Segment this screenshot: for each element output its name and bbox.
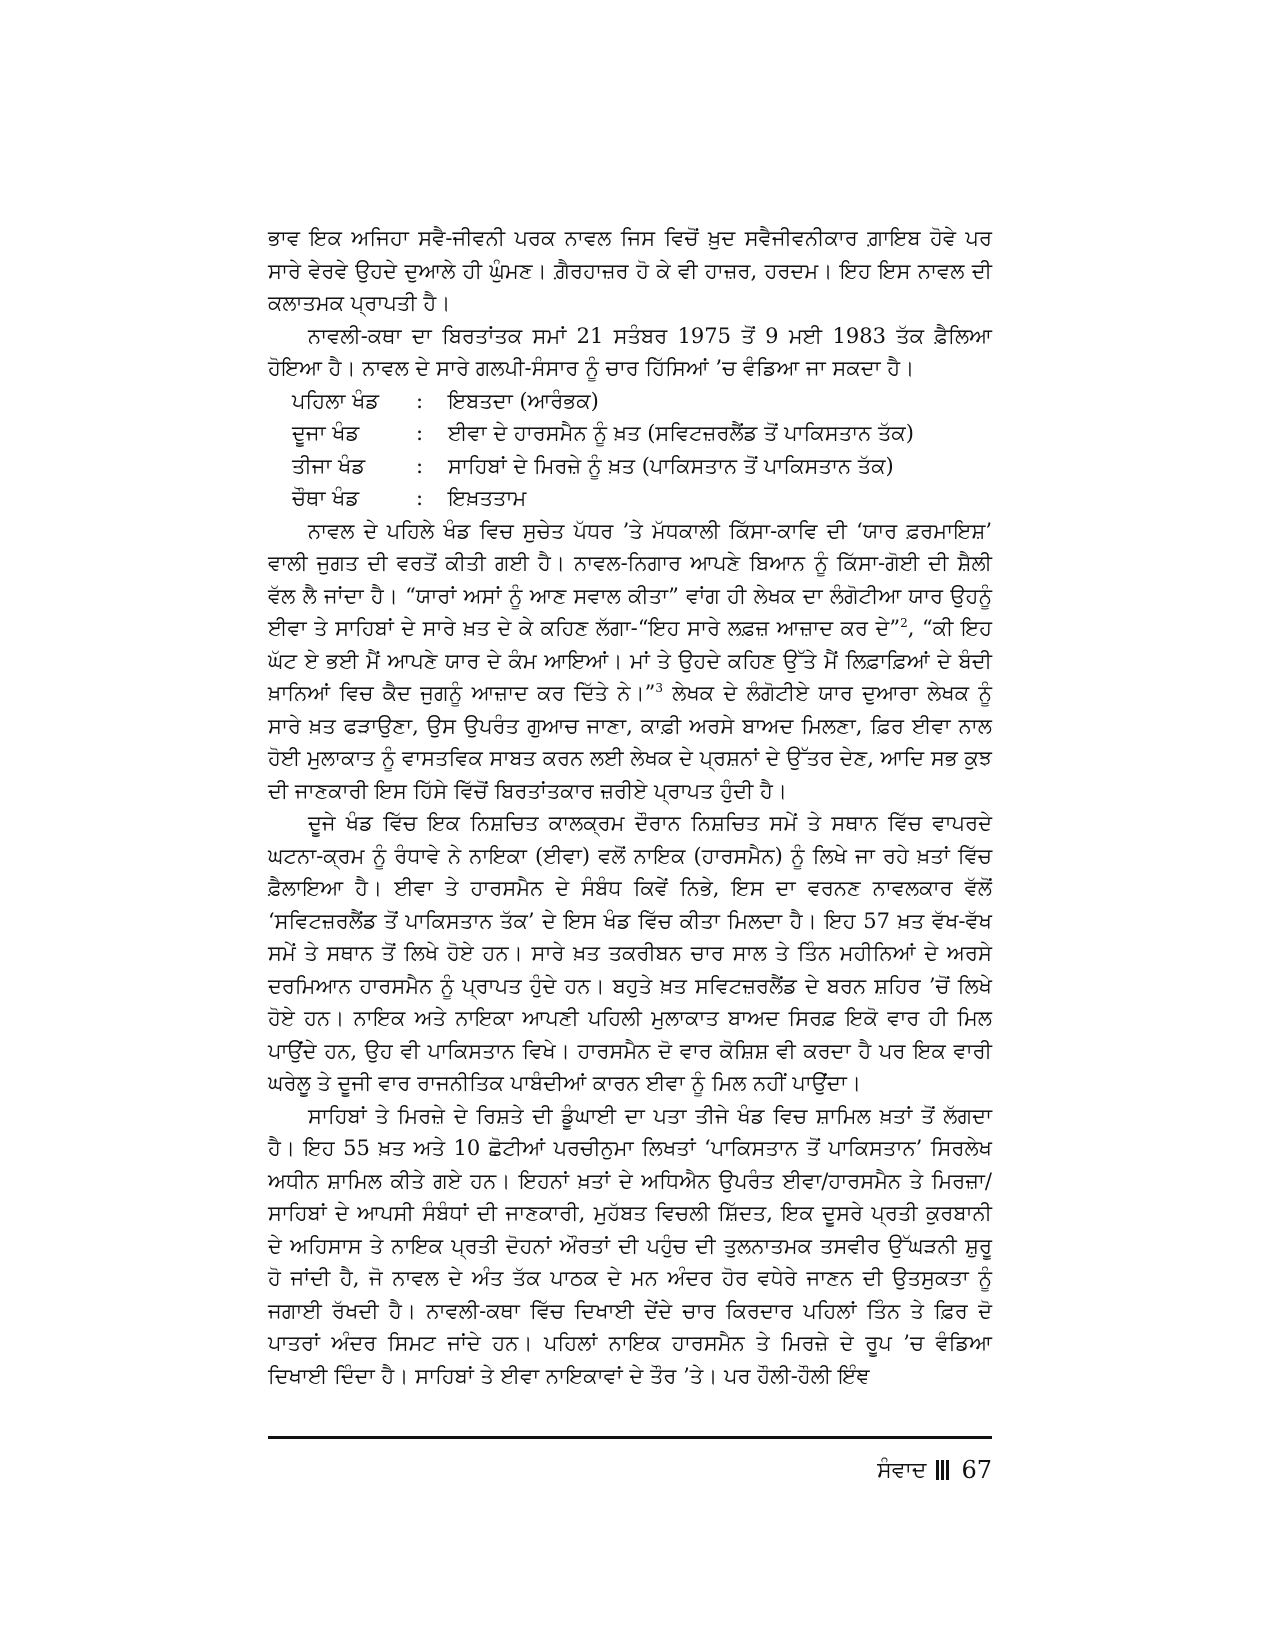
paragraph-3-part-a: ਨਾਵਲ ਦੇ ਪਹਿਲੇ ਖੰਡ ਵਿਚ ਸੁਚੇਤ ਪੱਧਰ ’ਤੇ ਮੱਧਕਾਲੀ ਕਿੱਸਾ-ਕਾਵਿ ਦੀ ‘ਯਾਰ ਫ਼ਰਮਾਇਸ਼’ ਵਾਲੀ ਜੁਗਤ ਦੀ ਵਰਤੋਂ ਕੀਤੀ ਗਈ ਹੈ। ਨਾਵਲ-ਨਿਗਾਰ ਆਪਣੇ ਬਿਆਨ ਨੂੰ ਕਿੱਸਾ-ਗੋਈ ਦੀ ਸ਼ੈਲੀ ਵੱਲ ਲੈ ਜਾਂਦਾ ਹੈ। “ਯਾਰਾਂ ਅਸਾਂ ਨੂੰ ਆਣ ਸਵਾਲ ਕੀਤਾ” ਵਾਂਗ ਹੀ ਲੇਖਕ ਦਾ ਲੰਗੋਟੀਆ ਯਾਰ ਉਹਨੂੰ ਈਵਾ ਤੇ ਸਾਹਿਬਾਂ ਦੇ ਸਾਰੇ ਖ਼ਤ ਦੇ ਕੇ ਕਹਿਣ ਲੱਗਾ-“ਇਹ ਸਾਰੇ ਲਫ਼ਜ਼ ਆਜ਼ਾਦ ਕਰ ਦੇ” (268, 518, 992, 640)
footnote-ref-3: 3 (655, 681, 663, 695)
page-footer (877, 1456, 992, 1484)
section-row (268, 385, 992, 418)
journal-name: ਸੰਵਾਦ (877, 1457, 927, 1483)
paragraph-2: ਨਾਵਲੀ-ਕਥਾ ਦਾ ਬਿਰਤਾਂਤਕ ਸਮਾਂ 21 ਸਤੰਬਰ 1975 ਤੋਂ 9 ਮਈ 1983 ਤੱਕ ਫ਼ੈਲਿਆ ਹੋਇਆ ਹੈ। ਨਾਵਲ ਦੇ ਸਾਰੇ ਗਲਪੀ-ਸੰਸਾਰ ਨੂੰ ਚਾਰ ਹਿੱਸਿਆਂ ’ਚ ਵੰਡਿਆ ਜਾ ਸਕਦਾ ਹੈ। (268, 323, 992, 380)
page-number: 67 (961, 1456, 992, 1484)
paragraph-3-part-c: ਲੇਖਕ ਦੇ ਲੰਗੋਟੀਏ ਯਾਰ ਦੁਆਰਾ ਲੇਖਕ ਨੂੰ ਸਾਰੇ ਖ਼ਤ ਫੜਾਉਣਾ, ਉਸ ਉਪਰੰਤ ਗੁਆਚ ਜਾਣਾ, ਕਾਫ਼ੀ ਅਰਸੇ ਬਾਅਦ ਮਿਲਣਾ, ਫ਼ਿਰ ਈਵਾ ਨਾਲ ਹੋਈ ਮੁਲਾਕਾਤ ਨੂੰ ਵਾਸਤਵਿਕ ਸਾਬਤ ਕਰਨ ਲਈ ਲੇਖਕ ਦੇ ਪ੍ਰਸ਼ਨਾਂ ਦੇ ਉੱਤਰ ਦੇਣ, ਆਦਿ ਸਭ ਕੁਝ ਦੀ ਜਾਣਕਾਰੀ ਇਸ ਹਿੱਸੇ ਵਿੱਚੋਂ ਬਿਰਤਾਂਤਕਾਰ ਜ਼ਰੀਏ ਪ੍ਰਾਪਤ ਹੁੰਦੀ ਹੈ। (268, 681, 993, 803)
section-description: ਈਵਾ ਦੇ ਹਾਰਸਮੈਨ ਨੂੰ ਖ਼ਤ (ਸਵਿਟਜ਼ਰਲੈਂਡ ਤੋਂ ਪਾਕਿਸਤਾਨ ਤੱਕ) (448, 421, 914, 445)
section-colon: : (416, 486, 424, 510)
section-row (268, 482, 992, 515)
paragraph-3-part-b: , “ਕੀ ਇਹ ਘੱਟ ਏ ਭਈ ਮੈਂ ਆਪਣੇ ਯਾਰ ਦੇ ਕੰਮ ਆਇਆਂ। ਮਾਂ ਤੇ ਉਹਦੇ ਕਹਿਣ ਉੱਤੇ ਮੈਂ ਲਿਫ਼ਾਫ਼ਿਆਂ ਦੇ ਬੰਦੀ ਖ਼ਾਨਿਆਂ ਵਿਚ ਕੈਦ ਜੁਗਨੂੰ ਆਜ਼ਾਦ ਕਰ ਦਿੱਤੇ ਨੇ।” (268, 616, 992, 705)
section-description: ਇਬਤਦਾ (ਆਰੰਭਕ) (448, 388, 599, 413)
section-colon: : (416, 388, 424, 413)
page-body (268, 222, 992, 1392)
section-description: ਇਖ਼ਤਤਾਮ (448, 486, 527, 510)
section-colon: : (416, 421, 424, 445)
paragraph-1: ਭਾਵ ਇਕ ਅਜਿਹਾ ਸਵੈ-ਜੀਵਨੀ ਪਰਕ ਨਾਵਲ ਜਿਸ ਵਿਚੋਂ ਖ਼ੁਦ ਸਵੈਜੀਵਨੀਕਾਰ ਗ਼ਾਇਬ ਹੋਵੇ ਪਰ ਸਾਰੇ ਵੇਰਵੇ ਉਹਦੇ ਦੁਆਲੇ ਹੀ ਘੁੰਮਣ। ਗ਼ੈਰਹਾਜ਼ਰ ਹੋ ਕੇ ਵੀ ਹਾਜ਼ਰ, ਹਰਦਮ। ਇਹ ਇਸ ਨਾਵਲ ਦੀ ਕਲਾਤਮਕ ਪ੍ਰਾਪਤੀ ਹੈ। (268, 226, 992, 315)
paragraph-4: ਦੂਜੇ ਖੰਡ ਵਿੱਚ ਇਕ ਨਿਸ਼ਚਿਤ ਕਾਲਕ੍ਰਮ ਦੌਰਾਨ ਨਿਸ਼ਚਿਤ ਸਮੇਂ ਤੇ ਸਥਾਨ ਵਿੱਚ ਵਾਪਰਦੇ ਘਟਨਾ-ਕ੍ਰਮ ਨੂੰ ਰੰਧਾਵੇ ਨੇ ਨਾਇਕਾ (ਈਵਾ) ਵਲੋਂ ਨਾਇਕ (ਹਾਰਸਮੈਨ) ਨੂੰ ਲਿਖੇ ਜਾ ਰਹੇ ਖ਼ਤਾਂ ਵਿੱਚ ਫ਼ੈਲਾਇਆ ਹੈ। ਈਵਾ ਤੇ ਹਾਰਸਮੈਨ ਦੇ ਸੰਬੰਧ ਕਿਵੇਂ ਨਿਭੇ, ਇਸ ਦਾ ਵਰਨਣ ਨਾਵਲਕਾਰ ਵੱਲੋਂ ‘ਸਵਿਟਜ਼ਰਲੈਂਡ ਤੋਂ ਪਾਕਿਸਤਾਨ ਤੱਕ’ ਦੇ ਇਸ ਖੰਡ ਵਿੱਚ ਕੀਤਾ ਮਿਲਦਾ ਹੈ। ਇਹ 57 ਖ਼ਤ ਵੱਖ-ਵੱਖ ਸਮੇਂ ਤੇ ਸਥਾਨ ਤੋਂ ਲਿਖੇ ਹੋਏ ਹਨ। ਸਾਰੇ ਖ਼ਤ ਤਕਰੀਬਨ ਚਾਰ ਸਾਲ ਤੇ ਤਿੰਨ ਮਹੀਨਿਆਂ ਦੇ ਅਰਸੇ ਦਰਮਿਆਨ ਹਾਰਸਮੈਨ ਨੂੰ ਪ੍ਰਾਪਤ ਹੁੰਦੇ ਹਨ। ਬਹੁਤੇ ਖ਼ਤ ਸਵਿਟਜ਼ਰਲੈਂਡ ਦੇ ਬਰਨ ਸ਼ਹਿਰ ’ਚੋਂ ਲਿਖੇ ਹੋਏ ਹਨ। ਨਾਇਕ ਅਤੇ ਨਾਇਕਾ ਆਪਣੀ ਪਹਿਲੀ ਮੁਲਾਕਾਤ ਬਾਅਦ ਸਿਰਫ਼ ਇਕੋ ਵਾਰ ਹੀ ਮਿਲ ਪਾਉਂਦੇ ਹਨ, ਉਹ ਵੀ ਪਾਕਿਸਤਾਨ ਵਿਖੇ। ਹਾਰਸਮੈਨ ਦੋ ਵਾਰ ਕੋਸ਼ਿਸ਼ ਵੀ ਕਰਦਾ ਹੈ ਪਰ ਇਕ ਵਾਰੀ ਘਰੇਲੂ ਤੇ ਦੂਜੀ ਵਾਰ ਰਾਜਨੀਤਿਕ ਪਾਬੰਦੀਆਂ ਕਾਰਨ ਈਵਾ ਨੂੰ ਮਿਲ ਨਹੀਂ ਪਾਉਂਦਾ। (268, 811, 992, 1095)
section-list (268, 385, 992, 515)
section-colon: : (416, 453, 424, 478)
section-name: ਦੂਜਾ ਖੰਡ (292, 421, 360, 445)
section-row (268, 417, 992, 450)
section-description: ਸਾਹਿਬਾਂ ਦੇ ਮਿਰਜ਼ੇ ਨੂੰ ਖ਼ਤ (ਪਾਕਿਸਤਾਨ ਤੋਂ ਪਾਕਿਸਤਾਨ ਤੱਕ) (448, 453, 894, 478)
section-name: ਪਹਿਲਾ ਖੰਡ (292, 388, 380, 413)
section-row (268, 450, 992, 483)
section-name: ਚੌਥਾ ਖੰਡ (292, 486, 360, 510)
bars-icon (936, 1460, 949, 1480)
paragraph-5: ਸਾਹਿਬਾਂ ਤੇ ਮਿਰਜ਼ੇ ਦੇ ਰਿਸ਼ਤੇ ਦੀ ਡੂੰਘਾਈ ਦਾ ਪਤਾ ਤੀਜੇ ਖੰਡ ਵਿਚ ਸ਼ਾਮਿਲ ਖ਼ਤਾਂ ਤੋਂ ਲੱਗਦਾ ਹੈ। ਇਹ 55 ਖ਼ਤ ਅਤੇ 10 ਛੋਟੀਆਂ ਪਰਚੀਨੁਮਾ ਲਿਖਤਾਂ ‘ਪਾਕਿਸਤਾਨ ਤੋਂ ਪਾਕਿਸਤਾਨ’ ਸਿਰਲੇਖ ਅਧੀਨ ਸ਼ਾਮਿਲ ਕੀਤੇ ਗਏ ਹਨ। ਇਹਨਾਂ ਖ਼ਤਾਂ ਦੇ ਅਧਿਐਨ ਉਪਰੰਤ ਈਵਾ/ਹਾਰਸਮੈਨ ਤੇ ਮਿਰਜ਼ਾ/ਸਾਹਿਬਾਂ ਦੇ ਆਪਸੀ ਸੰਬੰਧਾਂ ਦੀ ਜਾਣਕਾਰੀ, ਮੁਹੱਬਤ ਵਿਚਲੀ ਸ਼ਿੱਦਤ, ਇਕ ਦੂਸਰੇ ਪ੍ਰਤੀ ਕੁਰਬਾਨੀ ਦੇ ਅਹਿਸਾਸ ਤੇ ਨਾਇਕ ਪ੍ਰਤੀ ਦੋਹਨਾਂ ਔਰਤਾਂ ਦੀ ਪਹੁੰਚ ਦੀ ਤੁਲਨਾਤਮਕ ਤਸਵੀਰ ਉੱਘੜਨੀ ਸ਼ੁਰੂ ਹੋ ਜਾਂਦੀ ਹੈ, ਜੋ ਨਾਵਲ ਦੇ ਅੰਤ ਤੱਕ ਪਾਠਕ ਦੇ ਮਨ ਅੰਦਰ ਹੋਰ ਵਧੇਰੇ ਜਾਣਨ ਦੀ ਉਤਸੁਕਤਾ ਨੂੰ ਜਗਾਈ ਰੱਖਦੀ ਹੈ। ਨਾਵਲੀ-ਕਥਾ ਵਿੱਚ ਦਿਖਾਈ ਦੇਂਦੇ ਚਾਰ ਕਿਰਦਾਰ ਪਹਿਲਾਂ ਤਿੰਨ ਤੇ ਫ਼ਿਰ ਦੋ ਪਾਤਰਾਂ ਅੰਦਰ ਸਿਮਟ ਜਾਂਦੇ ਹਨ। ਪਹਿਲਾਂ ਨਾਇਕ ਹਾਰਸਮੈਨ ਤੇ ਮਿਰਜ਼ੇ ਦੇ ਰੂਪ ’ਚ ਵੰਡਿਆ ਦਿਖਾਈ ਦਿੰਦਾ ਹੈ। ਸਾਹਿਬਾਂ ਤੇ ਈਵਾ ਨਾਇਕਾਵਾਂ ਦੇ ਤੌਰ ’ਤੇ। ਪਰ ਹੌਲੀ-ਹੌਲੀ ਇੰਞ (268, 1103, 992, 1388)
section-name: ਤੀਜਾ ਖੰਡ (292, 453, 366, 478)
footnote-ref-2: 2 (900, 616, 908, 630)
paragraph-3 (268, 515, 992, 808)
footer-rule (268, 1436, 992, 1439)
